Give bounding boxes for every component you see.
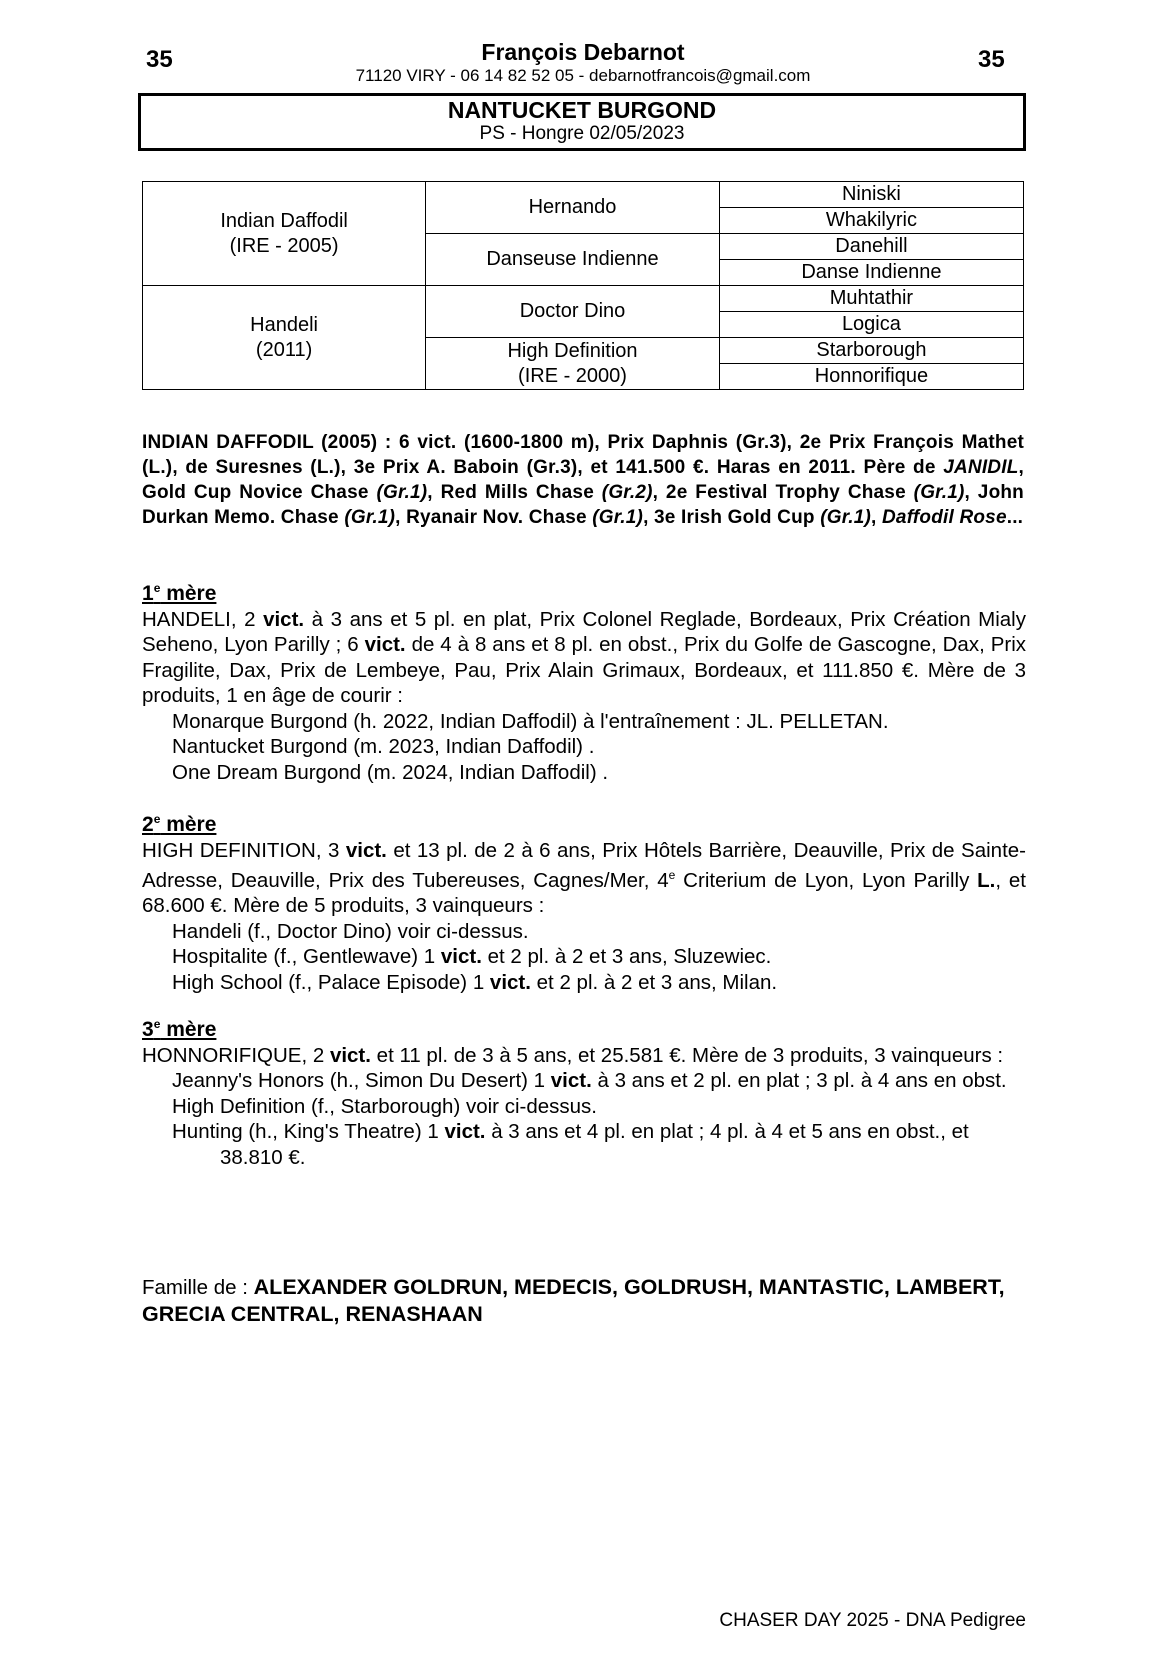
pedigree-dam-sire-sire: Muhtathir [719,286,1023,312]
third-dam-text: HONNORIFIQUE, 2 vict. et 11 pl. de 3 à 5 ans, et 25.581 €. Mère de 3 produits, 3 vainqueurs : [142,1043,1004,1067]
sire-description: INDIAN DAFFODIL (2005) : 6 vict. (1600-1800 m), Prix Daphnis (Gr.3), 2e Prix François Mathet (L.), de Suresnes (L.), 3e Prix A. Baboin (Gr.3), et 141.500 €. Haras en 2011. Père de JANIDIL, Gold Cup Novice Chase (Gr.1), Red Mills Chase (Gr.2), 2e Festival Trophy Chase (Gr.1), John Durkan Memo. Chase (Gr.1), Ryanair Nov. Chase (Gr.1), 3e Irish Gold Cup (Gr.1), Daffodil Rose... [142,432,1024,528]
second-dam-heading: 2e mère [142,812,217,836]
third-dam-heading: 3e mère [142,1017,217,1041]
page-footer: CHASER DAY 2025 - DNA Pedigree [719,1610,1026,1631]
pedigree-sire-dam-dam: Danse Indienne [719,260,1023,286]
produce-line: Hospitalite (f., Gentlewave) 1 vict. et 2 pl. à 2 et 3 ans, Sluzewiec. [172,945,772,969]
produce-line: Nantucket Burgond (m. 2023, Indian Daffodil) . [172,735,595,758]
consignor-address: 71120 VIRY - 06 14 82 52 05 - debarnotfrancois@gmail.com [355,66,811,85]
horse-details: PS - Hongre 02/05/2023 [479,123,685,144]
produce-line: Hunting (h., King's Theatre) 1 vict. à 3 ans et 4 pl. en plat ; 4 pl. à 4 et 5 ans en obst., et 38.810 €. [172,1120,969,1169]
second-dam-text: HIGH DEFINITION, 3 vict. et 13 pl. de 2 à 6 ans, Prix Hôtels Barrière, Deauville, Prix de Sainte-Adresse, Deauville, Prix des Tubereuses, Cagnes/Mer, 4e Criterium de Lyon, Lyon Parilly L., et 68.600 €. Mère de 5 produits, 3 vainqueurs : [142,838,1026,918]
consignor-name: François Debarnot [481,39,685,65]
pedigree-sire-sire: Hernando [426,182,720,234]
first-dam-heading: 1e mère [142,581,217,605]
pedigree-dam-dam-sire: Starborough [719,338,1023,364]
horse-name: NANTUCKET BURGOND [447,97,717,123]
pedigree-dam-sire: Doctor Dino [426,286,720,338]
pedigree-sire-sire-dam: Whakilyric [719,208,1023,234]
pedigree-sire: Indian Daffodil (IRE - 2005) [143,182,426,286]
pedigree-sire-sire-sire: Niniski [719,182,1023,208]
produce-line: High School (f., Palace Episode) 1 vict. et 2 pl. à 2 et 3 ans, Milan. [172,970,778,994]
second-dam-section [142,807,1026,995]
produce-line: Handeli (f., Doctor Dino) voir ci-dessus. [172,919,529,943]
lot-number-left: 35 [146,46,173,73]
third-dam-section [142,1012,1026,1170]
produce-line: Jeanny's Honors (h., Simon Du Desert) 1 vict. à 3 ans et 2 pl. en plat ; 3 pl. à 4 ans en obst. [172,1069,1007,1092]
produce-line: High Definition (f., Starborough) voir ci-dessus. [172,1094,597,1118]
family-line: Famille de : ALEXANDER GOLDRUN, MEDECIS, GOLDRUSH, MANTASTIC, LAMBERT, GRECIA CENTRAL, RENASHAAN [142,1275,1005,1326]
pedigree-dam: Handeli (2011) [143,286,426,390]
pedigree-table [142,181,1024,390]
pedigree-sire-dam-sire: Danehill [719,234,1023,260]
produce-line: Monarque Burgond (h. 2022, Indian Daffodil) à l'entraînement : JL. PELLETAN. [172,709,889,733]
pedigree-dam-sire-dam: Logica [719,312,1023,338]
first-dam-section [142,576,1026,785]
pedigree-sire-dam: Danseuse Indienne [426,234,720,286]
horse-title-box [138,93,1026,151]
lot-number-right: 35 [978,46,1005,73]
pedigree-dam-dam: High Definition (IRE - 2000) [426,338,720,390]
consignor-header [0,38,1166,86]
first-dam-text: HANDELI, 2 vict. à 3 ans et 5 pl. en plat, Prix Colonel Reglade, Bordeaux, Prix Création Mialy Seheno, Lyon Parilly ; 6 vict. de 4 à 8 ans et 8 pl. en obst., Prix du Golfe de Gascogne, Dax, Prix Fragilite, Dax, Prix de Lembeye, Pau, Prix Alain Grimaux, Bordeaux, et 111.850 €. Mère de 3 produits, 1 en âge de courir : [142,607,1026,707]
pedigree-dam-dam-dam: Honnorifique [719,364,1023,390]
produce-line: One Dream Burgond (m. 2024, Indian Daffodil) . [172,760,609,784]
